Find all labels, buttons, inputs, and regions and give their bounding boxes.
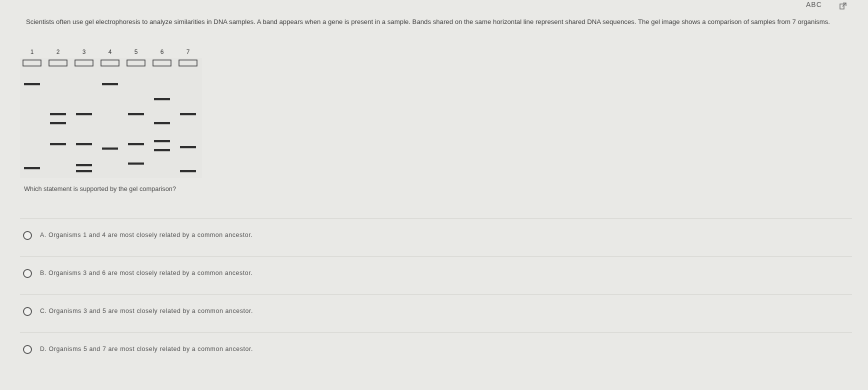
lane-label: 4: [108, 50, 112, 56]
gel-background: [20, 58, 202, 178]
answer-option[interactable]: [20, 294, 852, 327]
gel-band: [76, 113, 92, 115]
radio-button[interactable]: [23, 231, 32, 240]
gel-band: [24, 83, 40, 85]
gel-band: [180, 113, 196, 115]
lane-label: 1: [30, 50, 34, 56]
gel-band: [76, 170, 92, 172]
lane-label: 3: [82, 50, 86, 56]
lane-label: 7: [186, 50, 190, 56]
gel-band: [154, 140, 170, 142]
lane-label: 2: [56, 50, 60, 56]
answer-option-label: A. Organisms 1 and 4 are most closely related by a common ancestor.: [40, 231, 253, 239]
gel-band: [128, 143, 144, 145]
gel-band: [128, 113, 144, 115]
gel-band: [102, 83, 118, 85]
top-toolbar: [0, 0, 868, 14]
lane-label: 5: [134, 50, 138, 56]
gel-band: [154, 149, 170, 151]
gel-band: [50, 113, 66, 115]
radio-button[interactable]: [23, 307, 32, 316]
lane-label: 6: [160, 50, 164, 56]
gel-band: [102, 148, 118, 150]
answer-option-label: D. Organisms 5 and 7 are most closely related by a common ancestor.: [40, 345, 254, 353]
gel-band: [24, 167, 40, 169]
question-text: Scientists often use gel electrophoresis to analyze similarities in DNA samples. A band appears when a gene is present in a sample. Bands shared on the same horizontal line represent shared DNA sequences. The gel image shows a comparison of samples from 7 organisms.: [26, 19, 831, 26]
answer-option[interactable]: [20, 332, 852, 365]
gel-band: [76, 143, 92, 145]
abc-button[interactable]: ABC: [806, 2, 822, 9]
gel-band: [154, 98, 170, 100]
gel-band: [50, 122, 66, 124]
gel-electrophoresis-image: [20, 46, 202, 178]
gel-band: [180, 146, 196, 148]
gel-band: [50, 143, 66, 145]
question-prompt: Which statement is supported by the gel comparison?: [24, 186, 177, 193]
answer-option-label: B. Organisms 3 and 6 are most closely related by a common ancestor.: [40, 269, 253, 277]
answer-option-label: C. Organisms 3 and 5 are most closely related by a common ancestor.: [40, 307, 254, 315]
gel-band: [128, 163, 144, 165]
answer-option[interactable]: [20, 256, 852, 289]
radio-button[interactable]: [23, 345, 32, 354]
gel-band: [154, 122, 170, 124]
gel-band: [76, 164, 92, 166]
radio-button[interactable]: [23, 269, 32, 278]
external-link-icon[interactable]: [838, 1, 848, 11]
answer-option[interactable]: [20, 218, 852, 251]
gel-band: [180, 170, 196, 172]
